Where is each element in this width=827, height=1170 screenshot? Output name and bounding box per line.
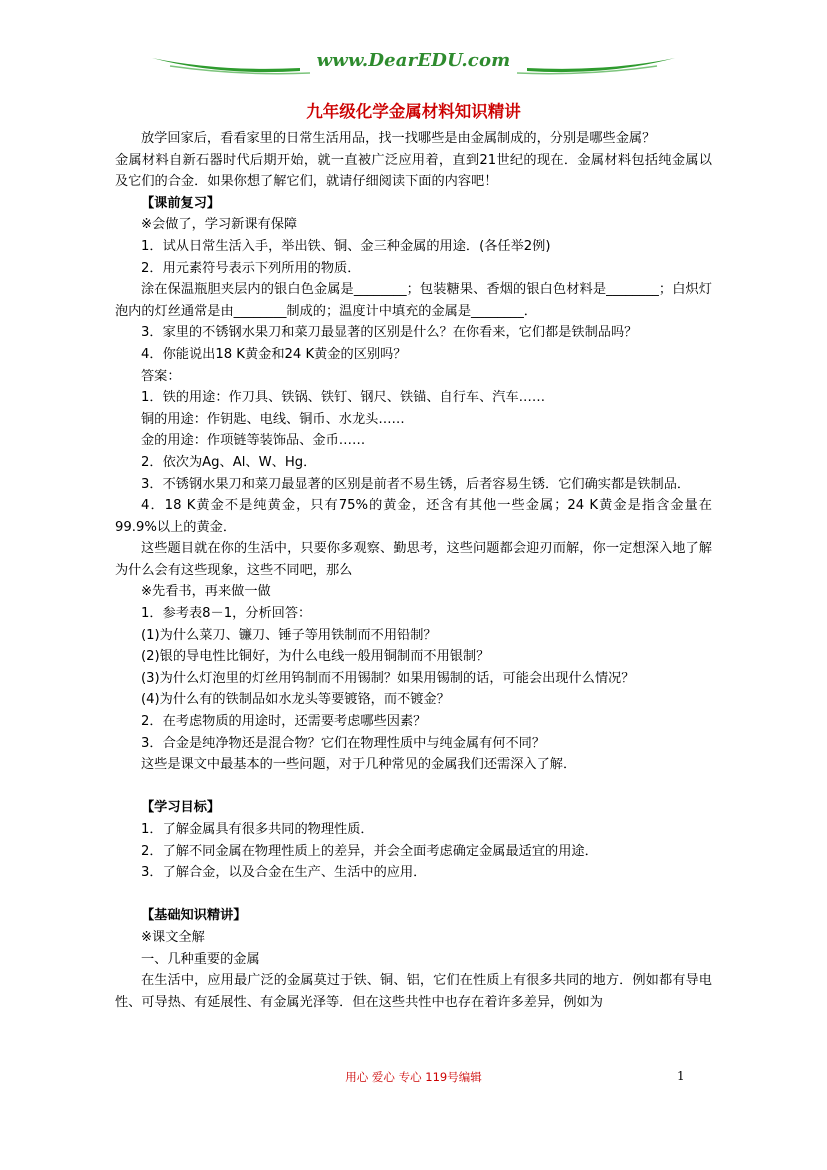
section-heading: 【学习目标】	[141, 800, 221, 816]
paragraph: 4．18 K黄金不是纯黄金，只有75%的黄金，还含有其他一些金属；24 K黄金是指含金量在99.9%以上的黄金．	[115, 498, 712, 535]
document-body	[115, 128, 712, 1013]
paragraph: ※先看书，再来做一做	[141, 584, 271, 600]
paragraph: 金的用途：作项链等装饰品、金币……	[141, 433, 366, 449]
paragraph: 2．依次为Ag、Al、W、Hg．	[141, 454, 317, 470]
paragraph: (2)银的导电性比铜好，为什么电线一般用铜制而不用银制？	[141, 649, 490, 665]
paragraph: 1．参考表8－1，分析回答：	[141, 606, 312, 622]
paragraph: 3．家里的不锈钢水果刀和菜刀最显著的区别是什么？在你看来，它们都是铁制品吗？	[141, 325, 638, 341]
paragraph: 放学回家后，看看家里的日常生活用品，找一找哪些是由金属制成的，分别是哪些金属？	[141, 131, 656, 146]
paragraph: 1．铁的用途：作刀具、铁锅、铁钉、钢尺、铁锚、自行车、汽车……	[141, 390, 546, 406]
paragraph: ※课文全解	[141, 929, 205, 945]
paragraph: 3．合金是纯净物还是混合物？它们在物理性质中与纯金属有何不同？	[141, 735, 546, 751]
paragraph: 金属材料自新石器时代后期开始，就一直被广泛应用着，直到21世纪的现在．金属材料包括纯金属以及它们的合金．如果你想了解它们，就请仔细阅读下面的内容吧！	[115, 152, 712, 190]
paragraph: (3)为什么灯泡里的灯丝用钨制而不用锡制？如果用锡制的话，可能会出现什么情况？	[141, 670, 635, 686]
paragraph: 1．试从日常生活入手，举出铁、铜、金三种金属的用途．(各任举2例)	[141, 238, 551, 254]
page-number: 1	[677, 1069, 685, 1083]
paragraph: 这些题目就在你的生活中，只要你多观察、勤思考，这些问题都会迎刃而解，你一定想深入地了解为什么会有这些现象，这些不同吧，那么	[115, 541, 712, 578]
paragraph: 答案：	[141, 368, 181, 384]
paragraph: 4．你能说出18 K黄金和24 K黄金的区别吗？	[141, 346, 407, 362]
section-heading: 【课前复习】	[141, 195, 221, 211]
document-title: 九年级化学金属材料知识精讲	[306, 102, 521, 121]
paragraph: ※会做了，学习新课有保障	[141, 217, 298, 233]
paragraph: 2．在考虑物质的用途时，还需要考虑哪些因素？	[141, 714, 427, 730]
site-logo-text: www.DearEDU.com	[316, 50, 511, 71]
section-heading: 【基础知识精讲】	[141, 908, 247, 924]
paragraph-spacer	[115, 776, 712, 798]
paragraph: 3．了解合金，以及合金在生产、生活中的应用．	[141, 865, 427, 881]
paragraph: 1．了解金属具有很多共同的物理性质．	[141, 822, 374, 837]
paragraph: 2．用元素符号表示下列所用的物质．	[141, 260, 361, 276]
footer-text: 用心 爱心 专心 119号编辑	[345, 1070, 482, 1084]
paragraph: 在生活中，应用最广泛的金属莫过于铁、铜、铝，它们在性质上有很多共同的地方．例如都有导电性、可导热、有延展性、有金属光泽等．但在这些共性中也存在着许多差异，例如为	[115, 973, 712, 1010]
paragraph: 3．不锈钢水果刀和菜刀最显著的区别是前者不易生锈，后者容易生锈．它们确实都是铁制品．	[141, 476, 691, 492]
site-header-banner	[150, 46, 677, 80]
paragraph: 这些是课文中最基本的一些问题，对于几种常见的金属我们还需深入了解．	[141, 757, 577, 773]
paragraph-spacer	[115, 884, 712, 906]
paragraph: (1)为什么菜刀、镰刀、锤子等用铁制而不用铅制？	[141, 627, 437, 643]
paragraph: 涂在保温瓶胆夹层内的银白色金属是________；包装糖果、香烟的银白色材料是________；白炽灯泡内的灯丝通常是由________制成的；温度计中填充的金属是________．	[115, 282, 712, 319]
paragraph: 一、几种重要的金属	[141, 951, 260, 967]
paragraph: 铜的用途：作钥匙、电线、铜币、水龙头……	[141, 411, 405, 427]
paragraph: 2．了解不同金属在物理性质上的差异，并会全面考虑确定金属最适宜的用途．	[141, 843, 598, 859]
paragraph: (4)为什么有的铁制品如水龙头等要镀铬，而不镀金？	[141, 692, 450, 708]
